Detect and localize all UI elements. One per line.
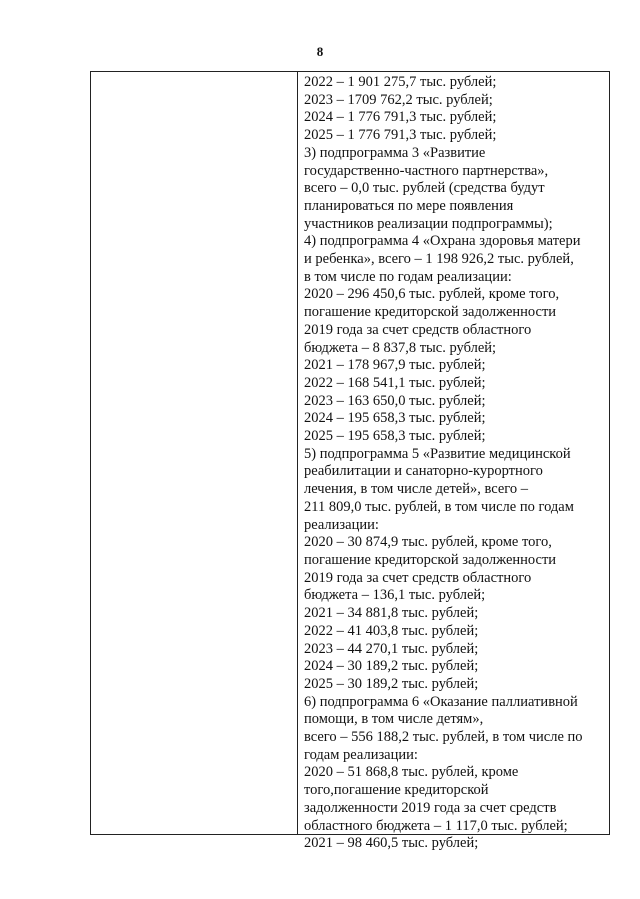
text-line: 3) подпрограмма 3 «Развитие xyxy=(304,144,486,161)
text-line: 211 809,0 тыс. рублей, в том числе по годам xyxy=(304,498,574,515)
table-right-cell xyxy=(298,72,609,852)
text-line: 2025 – 195 658,3 тыс. рублей; xyxy=(304,428,486,445)
text-line: 2023 – 44 270,1 тыс. рублей; xyxy=(304,640,479,657)
text-line: бюджета – 136,1 тыс. рублей; xyxy=(304,587,486,604)
text-line: 2020 – 296 450,6 тыс. рублей, кроме того, xyxy=(304,286,560,303)
text-line: задолженности 2019 года за счет средств xyxy=(304,799,557,816)
text-line: 2022 – 41 403,8 тыс. рублей; xyxy=(304,622,479,639)
text-line: помощи, в том числе детям», xyxy=(304,711,484,728)
text-line: реализации: xyxy=(304,516,379,533)
text-line: годам реализации: xyxy=(304,746,418,763)
text-line: областного бюджета – 1 117,0 тыс. рублей; xyxy=(304,817,568,834)
text-line: погашение кредиторской задолженности xyxy=(304,551,557,568)
text-line: 2021 – 34 881,8 тыс. рублей; xyxy=(304,605,479,622)
text-line: 2024 – 30 189,2 тыс. рублей; xyxy=(304,658,479,675)
text-line: 2021 – 178 967,9 тыс. рублей; xyxy=(304,357,486,374)
text-line: и ребенка», всего – 1 198 926,2 тыс. рублей, xyxy=(304,251,574,268)
text-line: 2020 – 51 868,8 тыс. рублей, кроме xyxy=(304,764,519,781)
text-line: участников реализации подпрограммы); xyxy=(304,215,553,232)
text-line: государственно-частного партнерства», xyxy=(304,162,549,179)
text-line: всего – 556 188,2 тыс. рублей, в том числе по xyxy=(304,729,583,746)
text-line: бюджета – 8 837,8 тыс. рублей; xyxy=(304,339,497,356)
text-line: 4) подпрограмма 4 «Охрана здоровья матери xyxy=(304,233,581,250)
text-line: 2023 – 163 650,0 тыс. рублей; xyxy=(304,392,486,409)
text-line: 2020 – 30 874,9 тыс. рублей, кроме того, xyxy=(304,534,552,551)
text-line: реабилитации и санаторно-курортного xyxy=(304,463,543,480)
table-left-cell xyxy=(91,72,298,834)
text-line: 2022 – 168 541,1 тыс. рублей; xyxy=(304,374,486,391)
text-line: 2025 – 1 776 791,3 тыс. рублей; xyxy=(304,127,497,144)
text-line: 2019 года за счет средств областного xyxy=(304,321,532,338)
text-line: в том числе по годам реализации: xyxy=(304,268,512,285)
text-line: того,погашение кредиторской xyxy=(304,782,489,799)
text-line: 2023 – 1709 762,2 тыс. рублей; xyxy=(304,91,493,108)
text-line: всего – 0,0 тыс. рублей (средства будут xyxy=(304,180,545,197)
text-line: 2024 – 195 658,3 тыс. рублей; xyxy=(304,410,486,427)
text-line: 2021 – 98 460,5 тыс. рублей; xyxy=(304,835,479,852)
text-line: 6) подпрограмма 6 «Оказание паллиативной xyxy=(304,693,578,710)
text-line: планироваться по мере появления xyxy=(304,197,514,214)
text-line: лечения, в том числе детей», всего – xyxy=(304,481,529,498)
text-line: 2019 года за счет средств областного xyxy=(304,569,532,586)
text-line: 2024 – 1 776 791,3 тыс. рублей; xyxy=(304,109,497,126)
text-line: погашение кредиторской задолженности xyxy=(304,304,557,321)
text-line: 2025 – 30 189,2 тыс. рублей; xyxy=(304,675,479,692)
text-line: 5) подпрограмма 5 «Развитие медицинской xyxy=(304,445,571,462)
page-number: 8 xyxy=(316,44,324,59)
program-table xyxy=(90,71,610,852)
text-line: 2022 – 1 901 275,7 тыс. рублей; xyxy=(304,74,497,90)
